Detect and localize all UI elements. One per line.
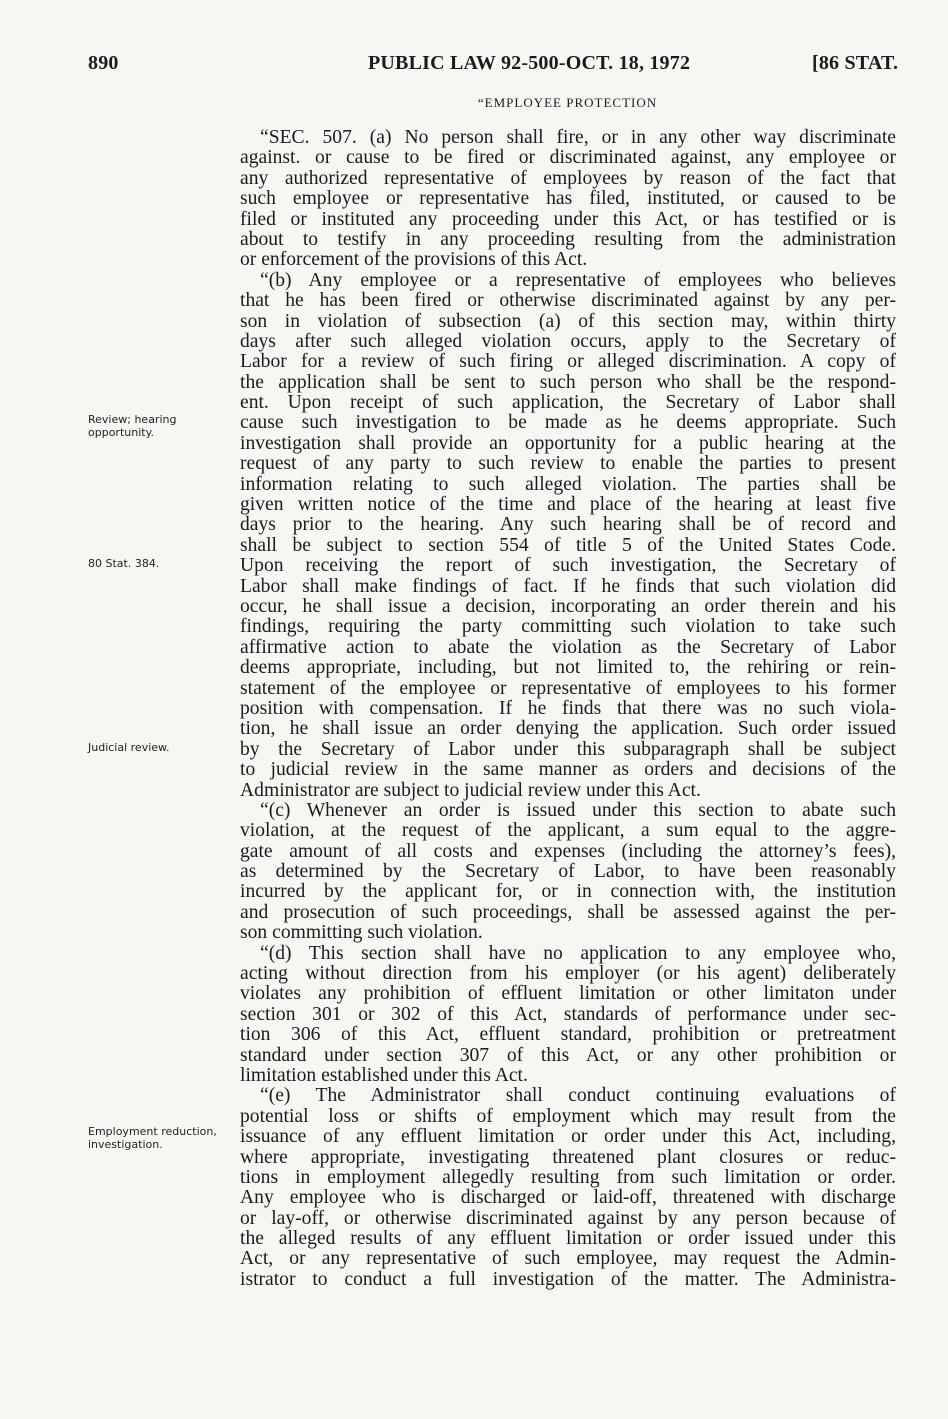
text-line: against. or cause to be fired or discriminated against, any employee or	[240, 148, 896, 169]
text-line: request of any party to such review to enable the parties to present	[240, 454, 896, 475]
text-line: section 301 or 302 of this Act, standards of performance under sec-	[240, 1004, 896, 1025]
text-line: any authorized representative of employees by reason of the fact that	[240, 168, 896, 189]
margin-note-judicial-review: Judicial review.	[88, 741, 170, 754]
text-line: issuance of any effluent limitation or order under this Act, including,	[240, 1127, 896, 1148]
section-title: “EMPLOYEE PROTECTION	[477, 95, 658, 110]
text-line: and prosecution of such proceedings, shall be assessed against the per-	[240, 902, 896, 923]
text-line: standard under section 307 of this Act, or any other prohibition or	[240, 1045, 896, 1066]
text-line: “(b) Any employee or a representative of employees who believes	[260, 270, 896, 291]
text-line: statement of the employee or representative of employees to his former	[240, 678, 896, 699]
text-line: “(e) The Administrator shall conduct continuing evaluations of	[260, 1086, 896, 1107]
text-line: occur, he shall issue a decision, incorporating an order therein and his	[240, 596, 896, 617]
text-line: “SEC. 507. (a) No person shall fire, or in any other way discriminate	[260, 128, 896, 148]
text-line: days after such alleged violation occurs, apply to the Secretary of	[240, 331, 896, 352]
text-line: filed or instituted any proceeding under this Act, or has testified or is	[240, 209, 896, 230]
text-line: or enforcement of the provisions of this Act.	[240, 250, 588, 271]
text-line: cause such investigation to be made as he deems appropriate. Such	[240, 413, 896, 434]
text-line: days prior to the hearing. Any such hearing shall be of record and	[240, 515, 896, 536]
text-line: tion, he shall issue an order denying the application. Such order issued	[240, 719, 896, 740]
text-line: Any employee who is discharged or laid-off, threatened with discharge	[240, 1188, 896, 1209]
text-line: the alleged results of any effluent limitation or order issued under this	[240, 1229, 896, 1250]
text-line: Labor for a review of such firing or alleged discrimination. A copy of	[240, 352, 896, 373]
text-line: limitation established under this Act.	[240, 1065, 528, 1086]
text-line: istrator to conduct a full investigation of the matter. The Administra-	[240, 1269, 896, 1290]
text-line: as determined by the Secretary of Labor, to have been reasonably	[240, 862, 896, 883]
text-line: or lay-off, or otherwise discriminated against by any person because of	[240, 1208, 896, 1229]
text-line: that he has been fired or otherwise discriminated against by any per-	[240, 291, 896, 312]
margin-note-review-hearing: Review; hearing opportunity.	[88, 413, 177, 439]
text-line: Administrator are subject to judicial review under this Act.	[240, 780, 701, 801]
text-line: acting without direction from his employer (or his agent) deliberately	[240, 964, 896, 985]
text-line: about to testify in any proceeding resulting from the administration	[240, 229, 896, 250]
text-line: the application shall be sent to such person who shall be the respond-	[240, 372, 896, 393]
text-line: findings, requiring the party committing such violation to take such	[240, 617, 896, 638]
text-line: “(c) Whenever an order is issued under this section to abate such	[260, 800, 896, 821]
text-line: Act, or any representative of such employee, may request the Admin-	[240, 1249, 896, 1270]
text-line: violation, at the request of the applicant, a sum equal to the aggre-	[240, 821, 896, 842]
text-line: incurred by the applicant for, or in connection with, the institution	[240, 882, 896, 903]
text-line: position with compensation. If he finds that there was no such viola-	[240, 698, 896, 719]
text-line: tions in employment allegedly resulting from such limitation or order.	[240, 1167, 896, 1188]
body-text	[240, 128, 896, 1290]
text-line: where appropriate, investigating threatened plant closures or reduc-	[240, 1147, 896, 1168]
text-line: to judicial review in the same manner as orders and decisions of the	[240, 760, 896, 781]
text-line: by the Secretary of Labor under this subparagraph shall be subject	[240, 739, 896, 760]
text-line: son committing such violation.	[240, 923, 483, 944]
margin-note-employment-reduction: Employment reduction, investigation.	[88, 1125, 217, 1151]
text-line: affirmative action to abate the violation as the Secretary of Labor	[240, 637, 896, 658]
margin-note-stat-citation: 80 Stat. 384.	[88, 557, 160, 570]
page-number: 890	[88, 52, 119, 74]
text-line: tion 306 of this Act, effluent standard, prohibition or pretreatment	[240, 1025, 896, 1046]
text-line: information relating to such alleged violation. The parties shall be	[240, 474, 896, 495]
text-line: such employee or representative has filed, instituted, or caused to be	[240, 189, 896, 210]
text-line: son in violation of subsection (a) of this section may, within thirty	[240, 311, 896, 332]
text-line: deems appropriate, including, but not limited to, the rehiring or rein-	[240, 658, 896, 679]
running-title: PUBLIC LAW 92-500-OCT. 18, 1972	[368, 52, 691, 74]
text-line: investigation shall provide an opportunity for a public hearing at the	[240, 433, 896, 454]
volume-citation: [86 STAT.	[812, 52, 899, 74]
text-line: ent. Upon receipt of such application, the Secretary of Labor shall	[240, 393, 896, 414]
text-line: Upon receiving the report of such investigation, the Secretary of	[240, 556, 896, 577]
text-line: shall be subject to section 554 of title 5 of the United States Code.	[240, 535, 896, 556]
text-line: “(d) This section shall have no application to any employee who,	[260, 943, 896, 964]
text-line: gate amount of all costs and expenses (including the attorney’s fees),	[240, 841, 896, 862]
text-line: potential loss or shifts of employment which may result from the	[240, 1106, 896, 1127]
text-line: Labor shall make findings of fact. If he finds that such violation did	[240, 576, 896, 597]
text-line: violates any prohibition of effluent limitation or other limitaton under	[240, 984, 896, 1005]
text-line: given written notice of the time and place of the hearing at least five	[240, 495, 896, 516]
